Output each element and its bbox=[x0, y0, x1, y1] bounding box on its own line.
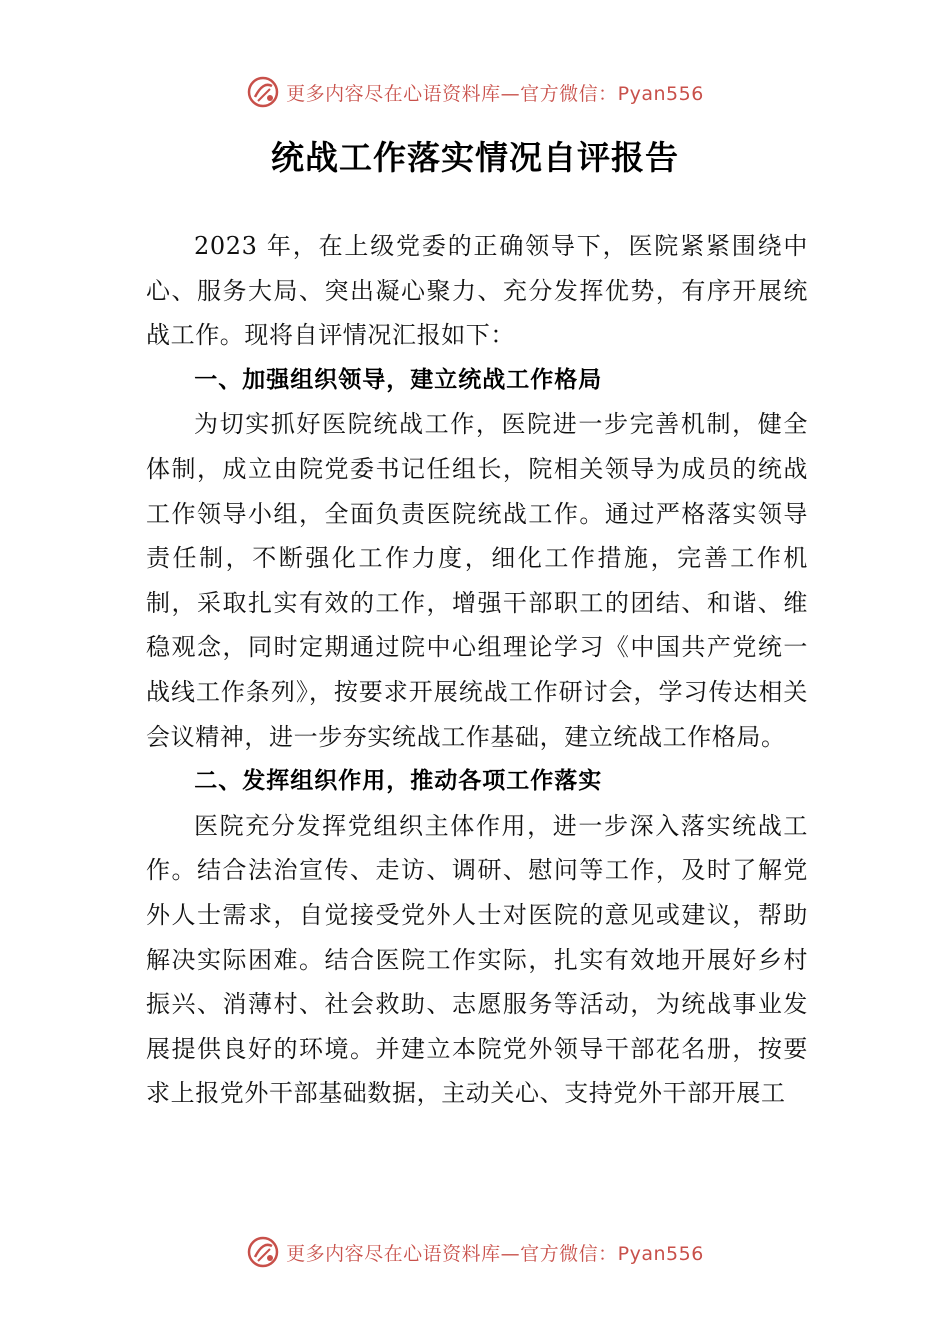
watermark-text: 更多内容尽在心语资料库—官方微信：Pyan556 bbox=[286, 82, 704, 105]
intro-paragraph: 2023 年，在上级党委的正确领导下，医院紧紧围绕中心、服务大局、突出凝心聚力、充分发挥优势，有序开展统战工作。现将自评情况汇报如下： bbox=[146, 232, 808, 350]
seal-logo-icon bbox=[246, 75, 280, 109]
section-body-2: 医院充分发挥党组织主体作用，进一步深入落实统战工作。结合法治宣传、走访、调研、慰问等工作，及时了解党外人士需求，自觉接受党外人士对医院的意见或建议，帮助解决实际困难。结合医院工作实际，扎实有效地开展好乡村振兴、消薄村、社会救助、志愿服务等活动，为统战事业发展提供良好的环境。并建立本院党外领导干部花名册，按要求上报党外干部基础数据，主动关心、支持党外干部开展工 bbox=[146, 811, 808, 1108]
header-watermark bbox=[0, 72, 950, 112]
document-body bbox=[146, 224, 808, 1116]
section-body-1: 为切实抓好医院统战工作，医院进一步完善机制，健全体制，成立由院党委书记任组长，院相关领导为成员的统战工作领导小组，全面负责医院统战工作。通过严格落实领导责任制，不断强化工作力度，细化工作措施，完善工作机制，采取扎实有效的工作，增强干部职工的团结、和谐、维稳观念，同时定期通过院中心组理论学习《中国共产党统一战线工作条列》，按要求开展统战工作研讨会，学习传达相关会议精神，进一步夯实统战工作基础，建立统战工作格局。 bbox=[146, 410, 808, 751]
seal-logo-icon bbox=[246, 1235, 280, 1269]
section-heading-2: 二、发挥组织作用，推动各项工作落实 bbox=[194, 768, 603, 795]
document-title: 统战工作落实情况自评报告 bbox=[271, 138, 679, 177]
footer-watermark bbox=[0, 1232, 950, 1272]
watermark-text: 更多内容尽在心语资料库—官方微信：Pyan556 bbox=[286, 1242, 704, 1265]
section-heading-1: 一、加强组织领导，建立统战工作格局 bbox=[194, 366, 603, 393]
